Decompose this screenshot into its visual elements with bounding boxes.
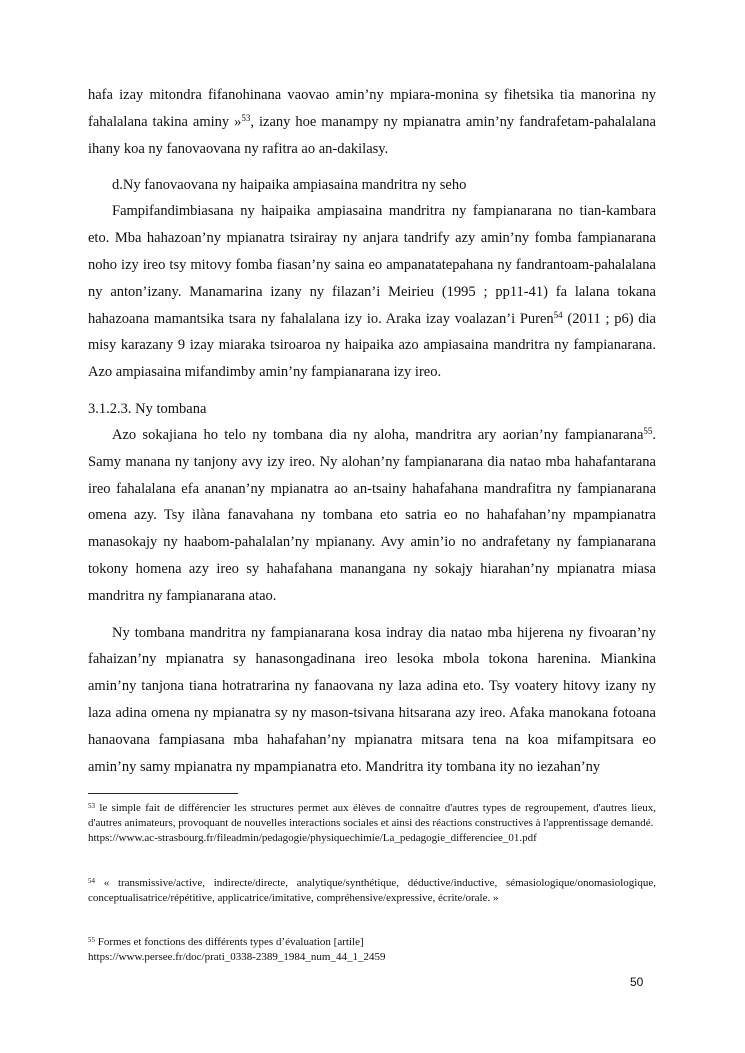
footnote-53 (88, 801, 656, 846)
footnote-text: le simple fait de différencier les structures permet aux élèves de connaître d'autres types de regroupement, d'autres lieux, d'autres animateurs, provoquant de nouvelles interactions sociales et ainsi des réactions constructives à l'apprentissage demandé. (88, 802, 656, 829)
paragraph-text: , izany hoe manampy ny mpianatra amin’ny fandrafetam-pahalalana ihany koa ny fanovaovana ny rafitra ao an-dakilasy. (88, 113, 656, 157)
subsection-heading-d: d.Ny fanovaovana ny haipaika ampiasaina mandritra ny seho (112, 177, 467, 194)
footnote-ref-55[interactable]: 55 (643, 425, 653, 436)
paragraph-text: hafa izay mitondra fifanohinana vaovao amin’ny mpiara-monina sy fihetsika tia manorina ny fahalalana takina aminy » (88, 87, 656, 130)
page-number: 50 (630, 975, 644, 989)
footnote-ref-53[interactable]: 53 (241, 112, 251, 123)
paragraph-text: Azo sokajiana ho telo ny tombana dia ny aloha, mandritra ary aorian’ny fampianarana (112, 426, 644, 443)
footnote-54 (88, 876, 656, 906)
paragraph-text: (2011 ; p6) dia misy karazany 9 izay miaraka tsiroaroa ny haipaika azo ampiasaina mandritra ny fampianarana. Azo ampiasaina mifandimby amin’ny fampianarana izy ireo. (88, 310, 656, 381)
paragraph-text: Fampifandimbiasana ny haipaika ampiasaina mandritra ny fampianarana no tian-kambara eto. Mba hahazoan’ny mpianatra tsirairay ny anjara tandrify azy amin’ny fomba fampianarana noho izy ireo tsy mitovy fomba fiasan’ny saina eo ampanatatерahana ny fandrantoam-pahalalana ny anton’izany. Manamarina izany ny filazan’i Meirieu (1995 ; pp11-41) fa lalana tokana hahazoana mamantsika tsara ny fahalalana izy io. Araka izay voalazan’i Puren (88, 203, 656, 327)
section-heading-3123: 3.1.2.3. Ny tombana (88, 400, 207, 417)
paragraph-text: . Samy manana ny tanjony avy izy ireo. Ny alohan’ny fampianarana dia natao mba hahafantarana ireo fahalalana efa ananan’ny mpianatra ao an-tsainy hahafahana mandrafitra ny fampianarana omena azy. Tsy ilàna fanavahana ny tombana eto satria eo no hahafahan’ny mpampianatra manasokajy ny haabom-pahalalan’ny mpianany. Avy amin’io no andrafetany ny fampianarana tokony homena azy ireo sy hahafahana manangana ny sokajy hiarahan’ny mpianatra miasa mandritra ny fampianarana atao. (88, 426, 656, 604)
paragraph-tombana-mandritra: Ny tombana mandritra ny fampianarana kosa indray dia natao mba hijerena ny fivoaran’ny fahaizan’ny mpianatra sy hanasongadinana ireo lesoka mbola tokona harenina. Miankina amin’ny tanjona tiana hotratrarina ny fanaovana ny laza adina eto. Tsy voatery hitovy izany ny laza adina omena ny mpianatra sy ny mason-tsivana hitsarana azy ireo. Afaka manokana fotoana hanaovana fampiasana mba hahafahan’ny mpianatra mitsara tena na koa mifampitsara eo amin’ny samy mpianatra ny mpampianatra eto. Mandritra ity tombana ity no iezahan’ny (88, 624, 656, 775)
footnote-link[interactable]: https://www.persee.fr/doc/prati_0338-2389_1984_num_44_1_2459 (88, 951, 386, 963)
footnote-separator (88, 793, 238, 794)
paragraph-continuation (88, 82, 656, 162)
footnote-number: 53 (88, 802, 95, 810)
footnote-ref-54[interactable]: 54 (553, 309, 563, 320)
footnote-link[interactable]: https://www.ac-strasbourg.fr/fileadmin/pedagogie/physiquechimie/La_pedagogie_differenciee_01.pdf (88, 832, 537, 844)
footnote-text: « transmissive/active, indirecte/directe, analytique/synthétique, déductive/inductive, sémasiologique/onomasiologique, conceptualisatrice/répétitive, applicatrice/imitative, compréhensive/expressive, écrite/orale. » (88, 877, 656, 904)
paragraph-tombana (88, 422, 656, 610)
main-text (88, 82, 656, 780)
footnote-55 (88, 935, 656, 965)
footnote-number: 55 (88, 936, 95, 944)
footnote-text: Formes et fonctions des différents types d’évaluation [artile] (95, 936, 364, 948)
footnote-number: 54 (88, 877, 95, 885)
paragraph-haipaika (88, 198, 656, 386)
